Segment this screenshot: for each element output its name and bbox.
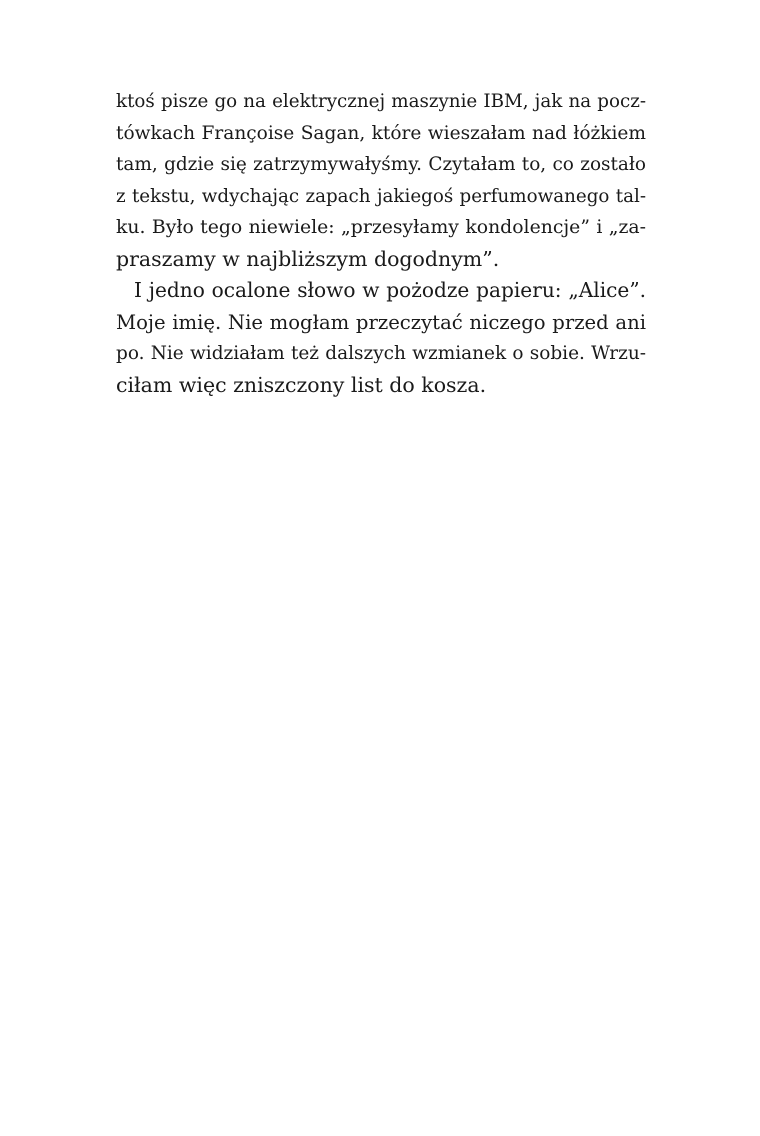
- text-line: tówkach Françoise Sagan, które wieszałam nad łóżkiem: [116, 122, 646, 144]
- text-line: z tekstu, wdychając zapach jakiegoś perfumowanego tal-: [116, 185, 646, 207]
- text-line: I jedno ocalone słowo w pożodze papieru: „Alice”.: [134, 278, 646, 302]
- text-line: Moje imię. Nie mogłam przeczytać niczego przed ani: [116, 310, 646, 334]
- text-line: ku. Było tego niewiele: „przesyłamy kondolencje” i „za-: [116, 217, 646, 238]
- text-line: praszamy w najbliższym dogodnym”.: [116, 246, 500, 271]
- body-text: [116, 86, 646, 401]
- paragraph-1: [116, 86, 646, 275]
- text-line: ktoś pisze go na elektrycznej maszynie IBM, jak na pocz-: [116, 91, 646, 112]
- text-line: ciłam więc zniszczony list do kosza.: [116, 372, 487, 397]
- text-line: po. Nie widziałam też dalszych wzmianek o sobie. Wrzu-: [116, 343, 646, 364]
- text-line: tam, gdzie się zatrzymywałyśmy. Czytałam to, co zostało: [116, 154, 646, 175]
- paragraph-2: [116, 275, 646, 401]
